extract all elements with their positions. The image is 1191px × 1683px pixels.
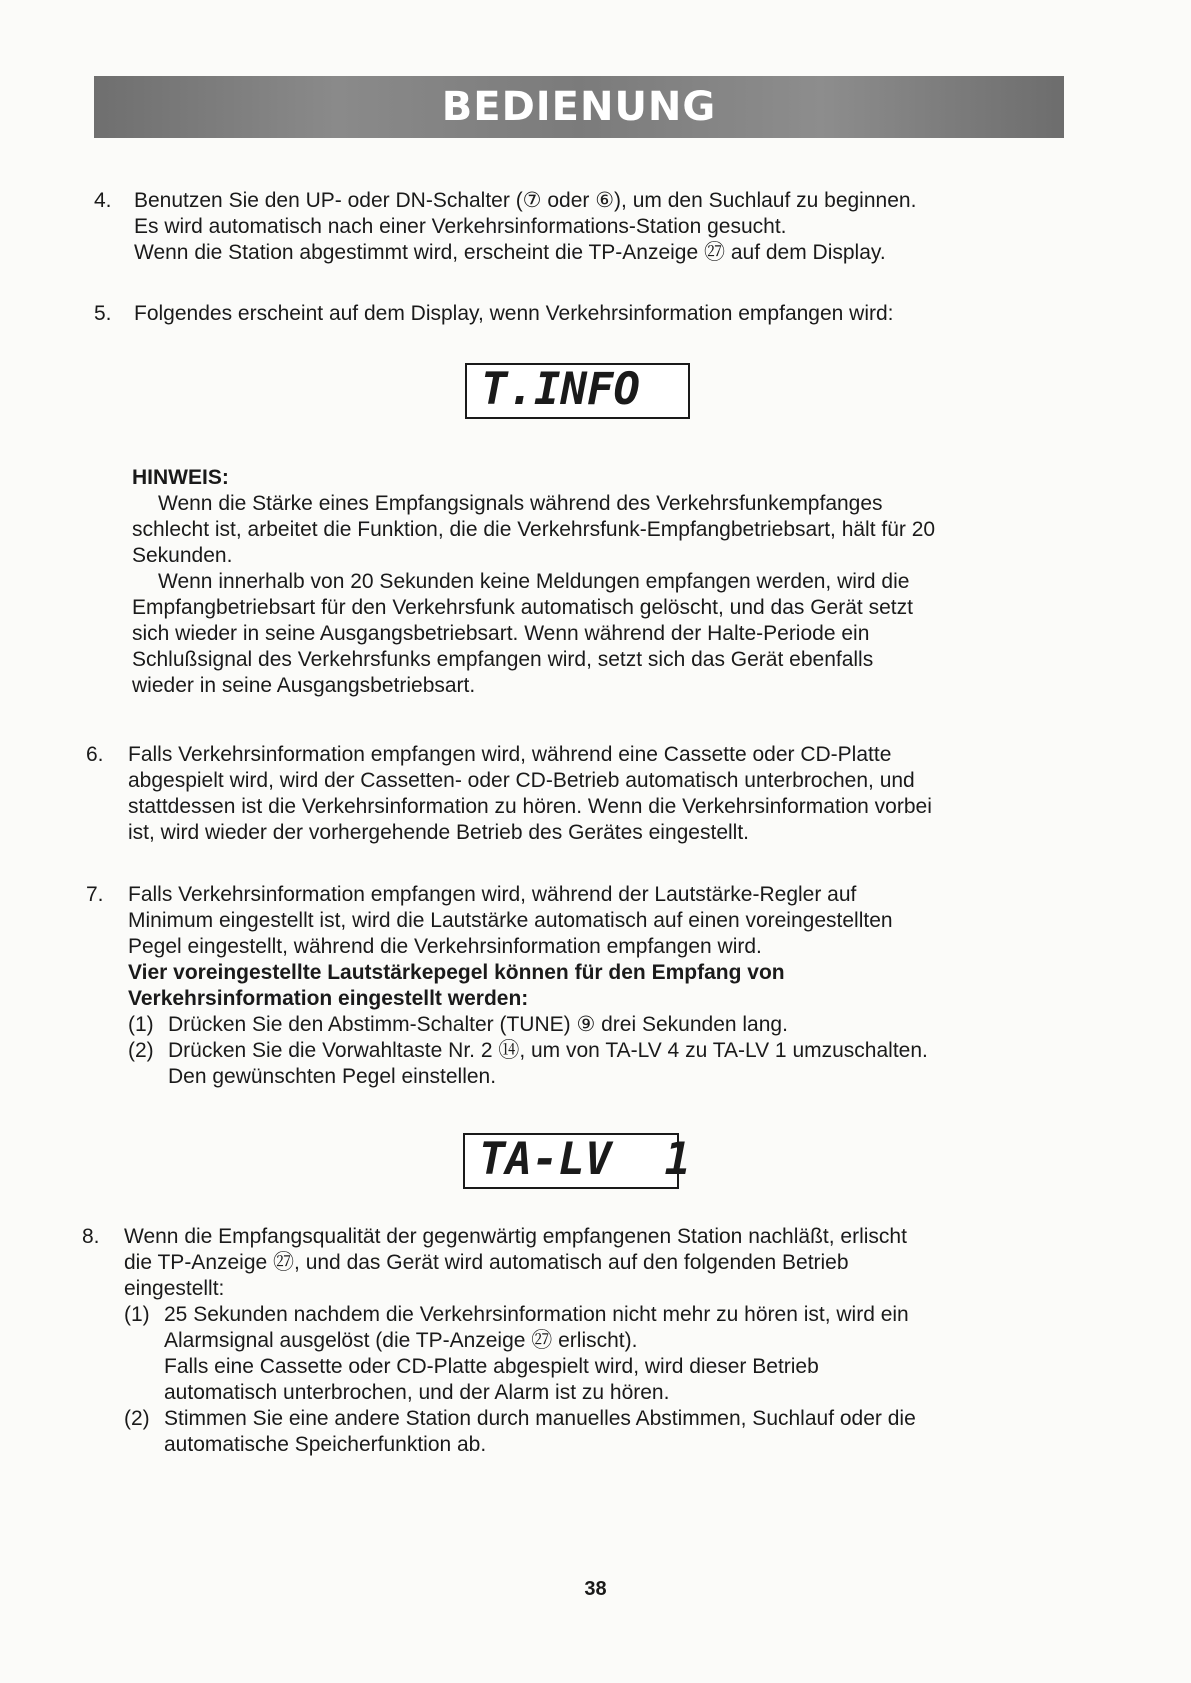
note-title: HINWEIS:	[132, 466, 229, 489]
item-line: abgespielt wird, wird der Cassetten- oder CD-Betrieb automatisch unterbrochen, und	[128, 769, 915, 792]
note-line: sich wieder in seine Ausgangsbetriebsart. Wenn während der Halte-Periode ein	[132, 622, 870, 645]
item-line: Es wird automatisch nach einer Verkehrsinformations-Station gesucht.	[134, 215, 787, 238]
note-block	[132, 465, 1062, 699]
step-line: Drücken Sie den Abstimm-Schalter (TUNE) ⑨ drei Sekunden lang.	[168, 1013, 788, 1036]
item-line: ist, wird wieder der vorhergehende Betrieb des Gerätes eingestellt.	[128, 821, 749, 844]
item-line: Wenn die Empfangsqualität der gegenwärtig empfangenen Station nachläßt, erlischt	[124, 1225, 907, 1248]
page-number: 38	[584, 1578, 607, 1600]
item-line: stattdessen ist die Verkehrsinformation zu hören. Wenn die Verkehrsinformation vorbei	[128, 795, 932, 818]
note-line: Schlußsignal des Verkehrsfunks empfangen wird, setzt sich das Gerät ebenfalls	[132, 648, 874, 671]
item-line: Falls Verkehrsinformation empfangen wird, während der Lautstärke-Regler auf	[128, 883, 857, 906]
section-header-banner	[94, 76, 1064, 138]
item-number: 7.	[86, 883, 104, 906]
item-line: eingestellt:	[124, 1277, 225, 1300]
note-line: schlecht ist, arbeitet die Funktion, die die Verkehrsfunk-Empfangbetriebsart, hält für 20	[132, 518, 936, 541]
step-number: (2)	[128, 1039, 154, 1062]
step-line: automatische Speicherfunktion ab.	[164, 1433, 487, 1456]
item-number: 5.	[94, 302, 112, 325]
display-t-info: T.INFO	[465, 363, 690, 419]
item-line: Wenn die Station abgestimmt wird, erscheint die TP-Anzeige ㉗ auf dem Display.	[134, 241, 886, 264]
item-bold-line: Verkehrsinformation eingestellt werden:	[128, 987, 529, 1010]
item-number: 8.	[82, 1225, 100, 1248]
item-line: die TP-Anzeige ㉗, und das Gerät wird automatisch auf den folgenden Betrieb	[124, 1251, 849, 1274]
note-line: Wenn die Stärke eines Empfangsignals während des Verkehrsfunkempfanges	[158, 492, 883, 515]
item-line: Minimum eingestellt ist, wird die Lautstärke automatisch auf einen voreingestellten	[128, 909, 893, 932]
step-line: automatisch unterbrochen, und der Alarm ist zu hören.	[164, 1381, 670, 1404]
note-line: Empfangbetriebsart für den Verkehrsfunk automatisch gelöscht, und das Gerät setzt	[132, 596, 913, 619]
step-line: Falls eine Cassette oder CD-Platte abgespielt wird, wird dieser Betrieb	[164, 1355, 819, 1378]
step-number: (2)	[124, 1407, 150, 1430]
step-line: Drücken Sie die Vorwahltaste Nr. 2 ⑭, um von TA-LV 4 zu TA-LV 1 umzuschalten.	[168, 1039, 928, 1062]
section-title: BEDIENUNG	[441, 84, 717, 130]
note-line: Wenn innerhalb von 20 Sekunden keine Meldungen empfangen werden, wird die	[158, 570, 910, 593]
item-number: 4.	[94, 189, 112, 212]
item-line: Pegel eingestellt, während die Verkehrsinformation empfangen wird.	[128, 935, 762, 958]
display-ta-lv: TA-LV 1	[463, 1133, 679, 1189]
step-line: Alarmsignal ausgelöst (die TP-Anzeige ㉗ erlischt).	[164, 1329, 638, 1352]
item-bold-line: Vier voreingestellte Lautstärkepegel können für den Empfang von	[128, 961, 785, 984]
step-line: 25 Sekunden nachdem die Verkehrsinformation nicht mehr zu hören ist, wird ein	[164, 1303, 909, 1326]
step-number: (1)	[128, 1013, 154, 1036]
item-line: Folgendes erscheint auf dem Display, wenn Verkehrsinformation empfangen wird:	[134, 302, 894, 325]
step-number: (1)	[124, 1303, 150, 1326]
item-number: 6.	[86, 743, 104, 766]
note-line: wieder in seine Ausgangsbetriebsart.	[132, 674, 476, 697]
note-line: Sekunden.	[132, 544, 233, 567]
step-line: Stimmen Sie eine andere Station durch manuelles Abstimmen, Suchlauf oder die	[164, 1407, 916, 1430]
step-line: Den gewünschten Pegel einstellen.	[168, 1065, 497, 1088]
item-line: Falls Verkehrsinformation empfangen wird, während eine Cassette oder CD-Platte	[128, 743, 892, 766]
item-line: Benutzen Sie den UP- oder DN-Schalter (⑦ oder ⑥), um den Suchlauf zu beginnen.	[134, 189, 917, 212]
